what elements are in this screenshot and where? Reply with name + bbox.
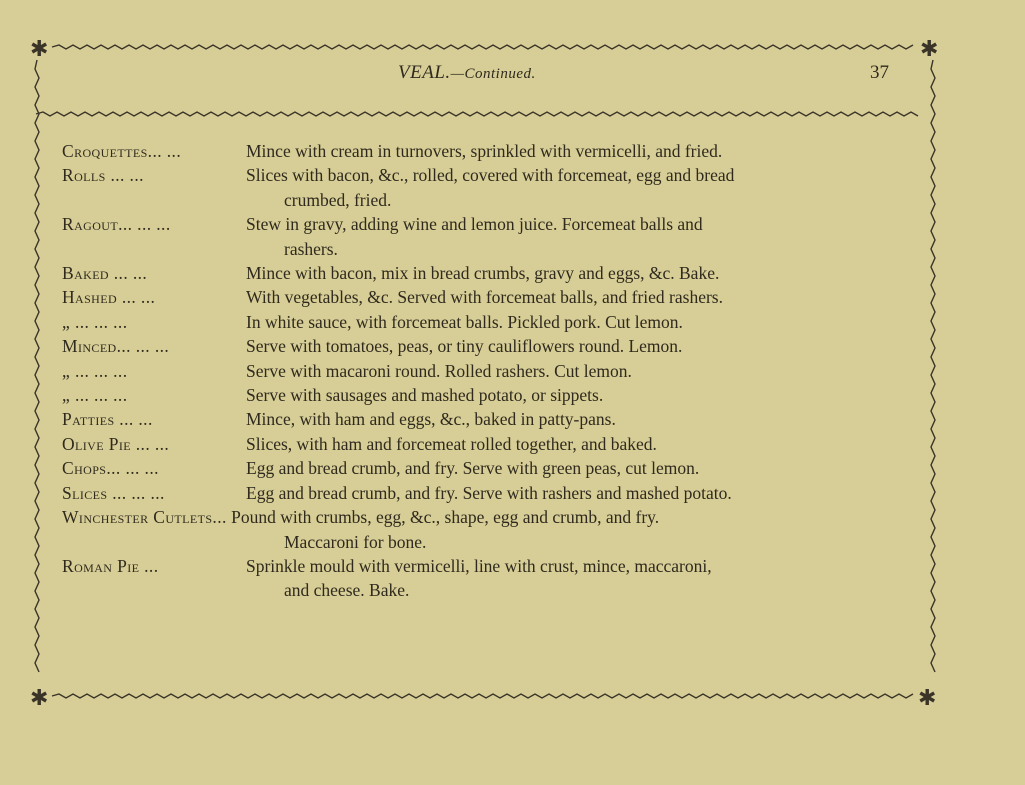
- dish-name: Baked ... ...: [62, 263, 148, 284]
- list-item: [62, 334, 922, 358]
- dish-name: „ ... ... ...: [62, 385, 128, 406]
- corner-ornament-top-left: ✱: [30, 37, 49, 62]
- dish-name: „ ... ... ...: [62, 360, 128, 381]
- dish-description: [246, 407, 922, 431]
- description-text: Serve with tomatoes, peas, or tiny cauliflowers round. Lemon.: [246, 336, 683, 357]
- dish-name: Ragout... ... ...: [62, 214, 171, 235]
- description-text: Slices, with ham and forcemeat rolled together, and baked.: [246, 433, 657, 454]
- list-item: [62, 163, 922, 212]
- list-item: [62, 407, 922, 431]
- title-subtitle: —Continued.: [450, 66, 536, 82]
- list-item: [62, 212, 922, 261]
- dish-description: [246, 163, 922, 212]
- dish-name: Patties ... ...: [62, 409, 153, 430]
- description-text: Egg and bread crumb, and fry. Serve with green peas, cut lemon.: [246, 458, 700, 479]
- description-text: Mince with bacon, mix in bread crumbs, gravy and eggs, &c. Bake.: [246, 263, 720, 284]
- page-header: [0, 62, 1025, 98]
- description-text: Mince, with ham and eggs, &c., baked in patty-pans.: [246, 409, 616, 430]
- description-continuation: and cheese. Bake.: [284, 580, 410, 601]
- dish-description: [246, 261, 922, 285]
- description-text: With vegetables, &c. Served with forcemeat balls, and fried rashers.: [246, 287, 723, 308]
- dish-name: Hashed ... ...: [62, 287, 156, 308]
- dish-name: Chops... ... ...: [62, 458, 159, 479]
- list-item: [62, 310, 922, 334]
- corner-ornament-bottom-left: ✱: [30, 686, 49, 711]
- page-title: [398, 62, 536, 84]
- recipe-list: [62, 139, 922, 603]
- dish-description: [246, 212, 922, 261]
- dish-description: [246, 481, 922, 505]
- dish-name: Minced... ... ...: [62, 336, 170, 357]
- title-main: VEAL.: [398, 62, 451, 83]
- dish-name: Rolls ... ...: [62, 165, 144, 186]
- dish-description: [246, 432, 922, 456]
- dish-description: [246, 139, 922, 163]
- dish-description: [246, 554, 922, 603]
- description-text: Mince with cream in turnovers, sprinkled with vermicelli, and fried.: [246, 141, 723, 161]
- description-text: Egg and bread crumb, and fry. Serve with rashers and mashed potato.: [246, 482, 732, 503]
- dish-description: [246, 310, 922, 334]
- list-item: [62, 261, 922, 285]
- description-text: Slices with bacon, &c., rolled, covered with forcemeat, egg and bread: [246, 165, 735, 186]
- page-number: 37: [870, 62, 889, 83]
- dish-description: [246, 334, 922, 358]
- dish-name: Slices ... ... ...: [62, 482, 165, 503]
- list-item: [62, 432, 922, 456]
- corner-ornament-top-right: ✱: [920, 37, 939, 62]
- dish-name: „ ... ... ...: [62, 311, 128, 332]
- description-text: Stew in gravy, adding wine and lemon juice. Forcemeat balls and: [246, 214, 703, 235]
- dish-name: Winchester Cutlets...: [62, 507, 227, 528]
- dish-name: Roman Pie ...: [62, 555, 159, 576]
- dish-description: [246, 456, 922, 480]
- description-text: In white sauce, with forcemeat balls. Pickled pork. Cut lemon.: [246, 311, 683, 332]
- dish-description: [246, 383, 922, 407]
- list-item: [62, 383, 922, 407]
- list-item: [62, 285, 922, 309]
- list-item: [62, 481, 922, 505]
- dish-description: [246, 285, 922, 309]
- description-continuation: crumbed, fried.: [284, 189, 392, 210]
- dish-name: Croquettes... ...: [62, 141, 182, 161]
- description-continuation: Maccaroni for bone.: [284, 531, 427, 552]
- list-item: [62, 554, 922, 603]
- list-item: [62, 139, 922, 163]
- description-text: Serve with macaroni round. Rolled rashers. Cut lemon.: [246, 360, 632, 381]
- description-text: Sprinkle mould with vermicelli, line with crust, mince, maccaroni,: [246, 555, 712, 576]
- corner-ornament-bottom-right: ✱: [918, 686, 937, 711]
- description-continuation: rashers.: [284, 238, 338, 259]
- description-text: Pound with crumbs, egg, &c., shape, egg and crumb, and fry.: [231, 507, 660, 528]
- description-text: Serve with sausages and mashed potato, or sippets.: [246, 385, 604, 406]
- list-item: [62, 456, 922, 480]
- list-item: [62, 505, 922, 554]
- list-item: [62, 359, 922, 383]
- dish-description: [246, 359, 922, 383]
- dish-name: Olive Pie ... ...: [62, 433, 170, 454]
